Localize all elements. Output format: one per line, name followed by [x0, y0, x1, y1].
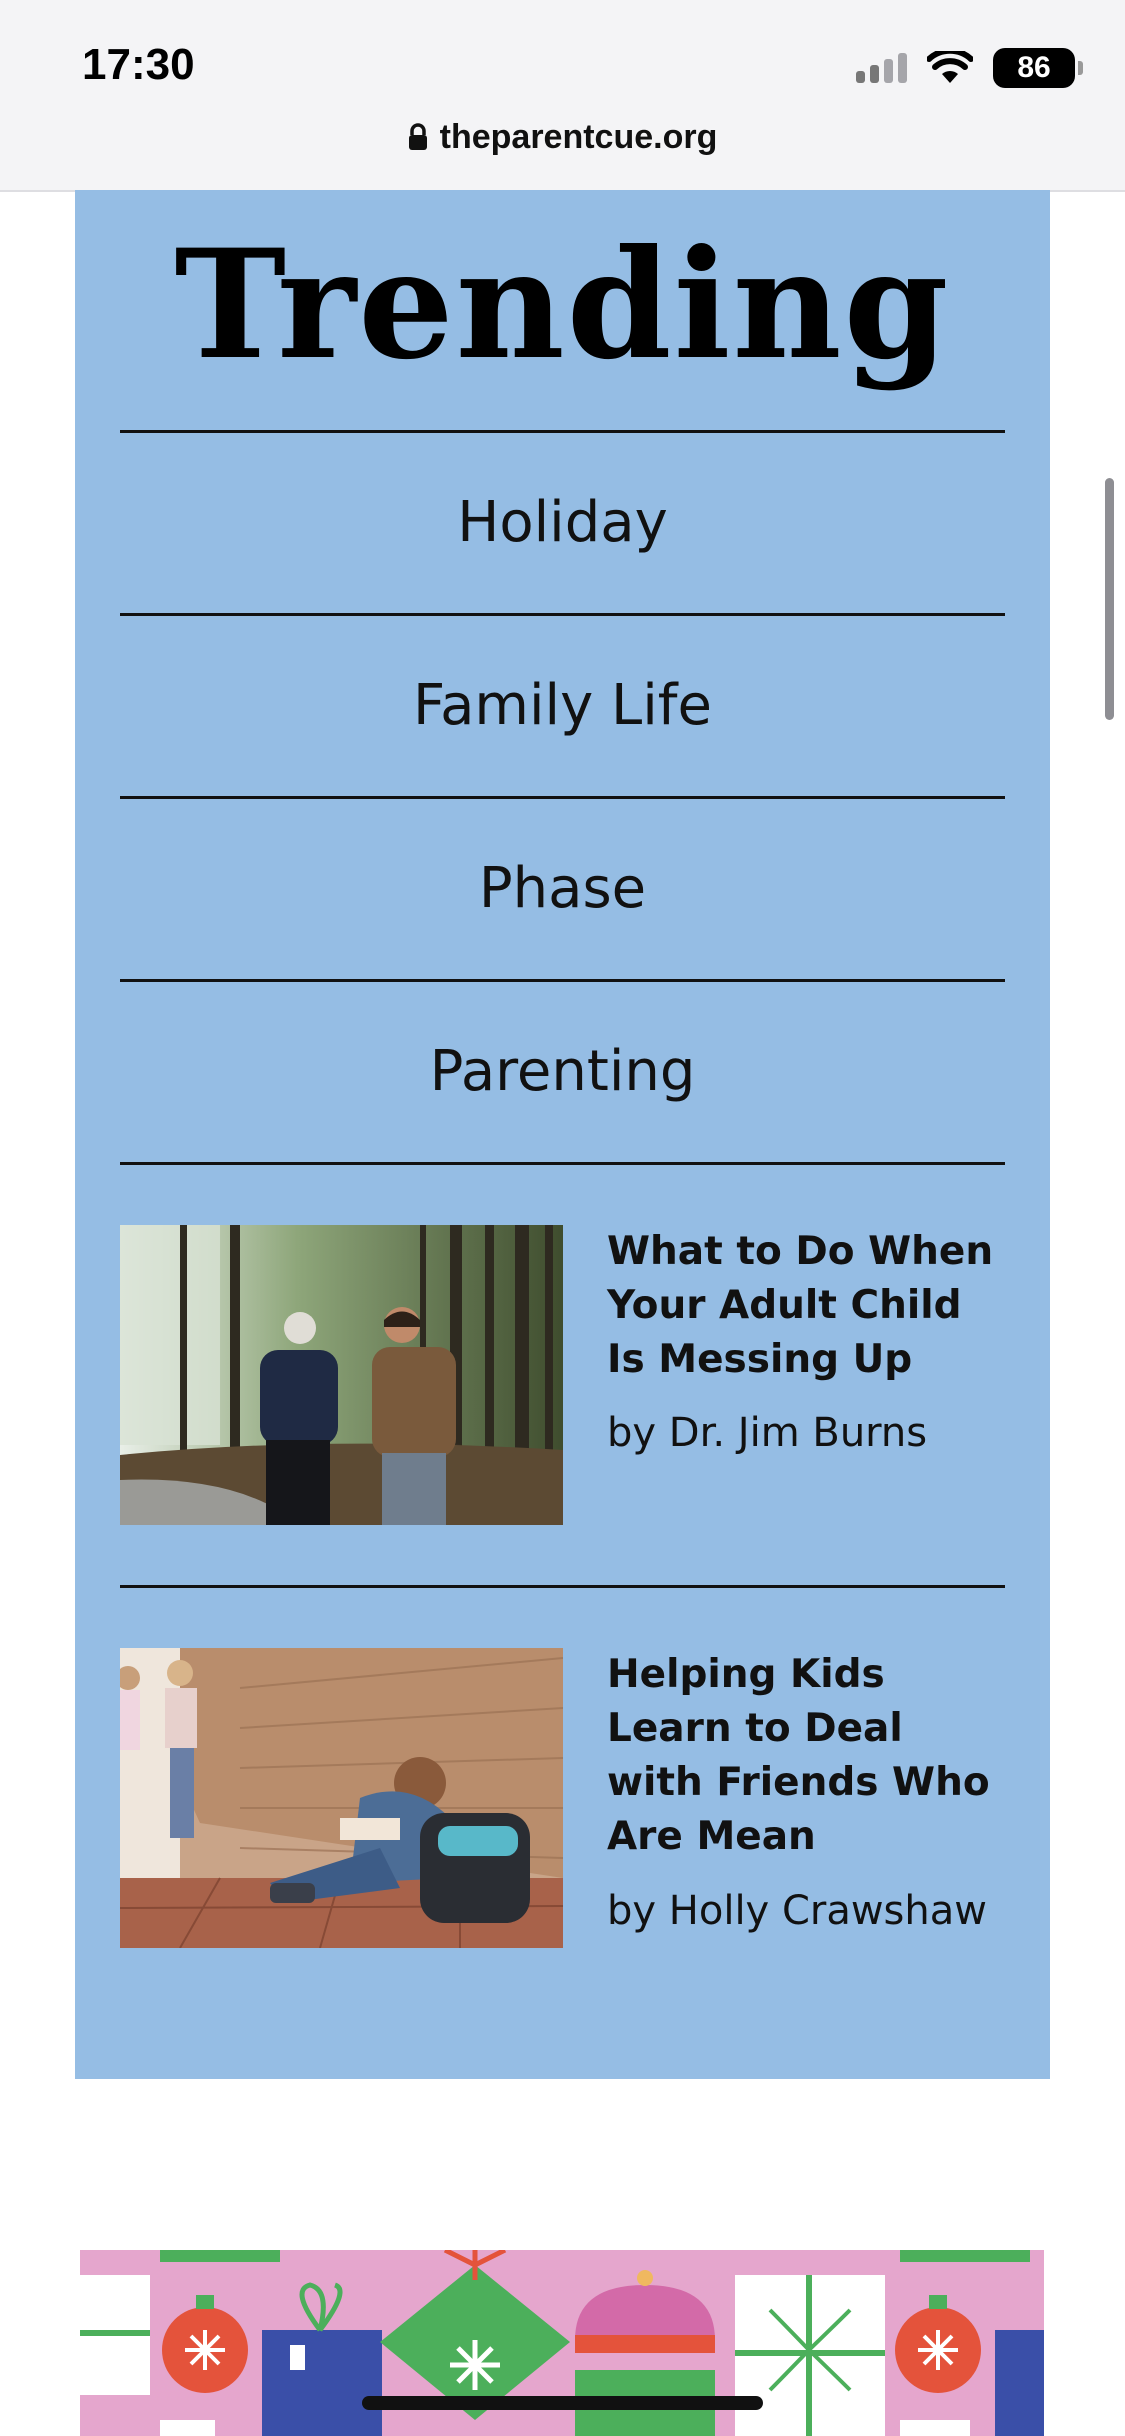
address-bar[interactable]: [0, 118, 1125, 160]
category-link-parenting[interactable]: Parenting: [429, 1039, 696, 1104]
two-men-walking-in-forest-icon: [120, 1225, 563, 1525]
cellular-signal-icon: [856, 53, 907, 83]
divider: [120, 1162, 1005, 1165]
article-author: by Holly Crawshaw: [607, 1888, 987, 1934]
category-link-family-life[interactable]: Family Life: [413, 673, 712, 738]
wifi-icon: [927, 51, 973, 85]
divider: [120, 1585, 1005, 1588]
status-icons: [856, 48, 1083, 88]
article-thumbnail[interactable]: [120, 1225, 563, 1525]
article-author: by Dr. Jim Burns: [607, 1410, 928, 1456]
article-card[interactable]: [120, 1225, 1005, 1535]
article-title-link[interactable]: Helping Kids Learn to Deal with Friends Who Are Mean: [607, 1652, 990, 1859]
article-title-link[interactable]: What to Do When Your Adult Child Is Messing Up: [607, 1229, 994, 1382]
trending-section: [75, 190, 1050, 2079]
category-link-holiday[interactable]: Holiday: [457, 490, 668, 555]
battery-icon: 86: [993, 48, 1083, 88]
home-indicator[interactable]: [362, 2396, 763, 2410]
article-thumbnail[interactable]: [120, 1648, 563, 1948]
url-text: theparentcue.org: [439, 118, 718, 156]
sad-boy-sitting-by-brick-wall-icon: [120, 1648, 563, 1948]
browser-chrome: [0, 0, 1125, 192]
lock-icon: [408, 121, 428, 160]
article-card[interactable]: [120, 1648, 1005, 1968]
status-time: 17:30: [82, 40, 195, 89]
category-link-phase[interactable]: Phase: [478, 856, 647, 921]
scroll-indicator: [1105, 478, 1114, 720]
trending-heading: Trending: [174, 217, 951, 393]
